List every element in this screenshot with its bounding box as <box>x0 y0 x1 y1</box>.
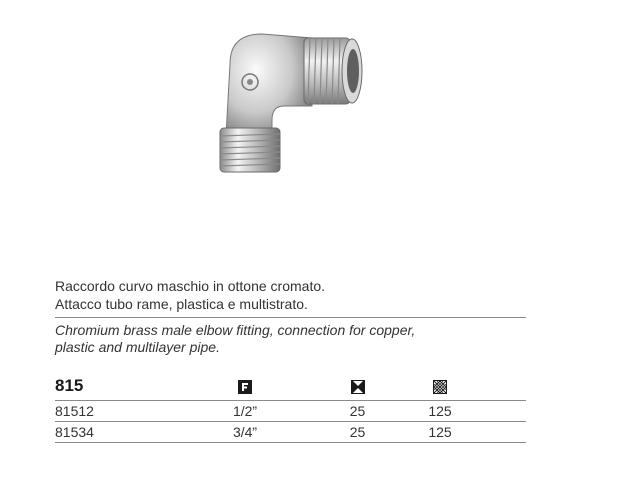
product-size: 3/4” <box>175 422 315 443</box>
box-quantity: 25 <box>315 401 400 422</box>
product-description <box>55 277 525 356</box>
description-italian-line: Attacco tubo rame, plastica e multistrato. <box>55 296 308 312</box>
table-row <box>55 422 526 443</box>
description-italian <box>55 277 525 313</box>
product-size: 1/2” <box>175 401 315 422</box>
crate-quantity: 125 <box>400 401 480 422</box>
product-code: 81512 <box>55 401 175 422</box>
description-english-line: plastic and multilayer pipe. <box>55 339 220 355</box>
divider <box>55 317 526 318</box>
header-size <box>175 372 315 401</box>
table-header-row <box>55 372 526 401</box>
crate-quantity-icon <box>433 380 447 394</box>
description-italian-line: Raccordo curvo maschio in ottone cromato. <box>55 278 326 294</box>
box-quantity: 25 <box>315 422 400 443</box>
thread-f-icon <box>238 380 252 394</box>
series-number: 815 <box>55 376 84 395</box>
box-quantity-icon <box>351 380 365 394</box>
header-crate-qty <box>400 372 480 401</box>
description-english <box>55 322 525 356</box>
product-table <box>55 372 526 443</box>
brass-elbow-fitting-icon <box>212 24 374 186</box>
product-code: 81534 <box>55 422 175 443</box>
table-row <box>55 401 526 422</box>
header-box-qty <box>315 372 400 401</box>
description-english-line: Chromium brass male elbow fitting, connection for copper, <box>55 322 416 338</box>
crate-quantity: 125 <box>400 422 480 443</box>
